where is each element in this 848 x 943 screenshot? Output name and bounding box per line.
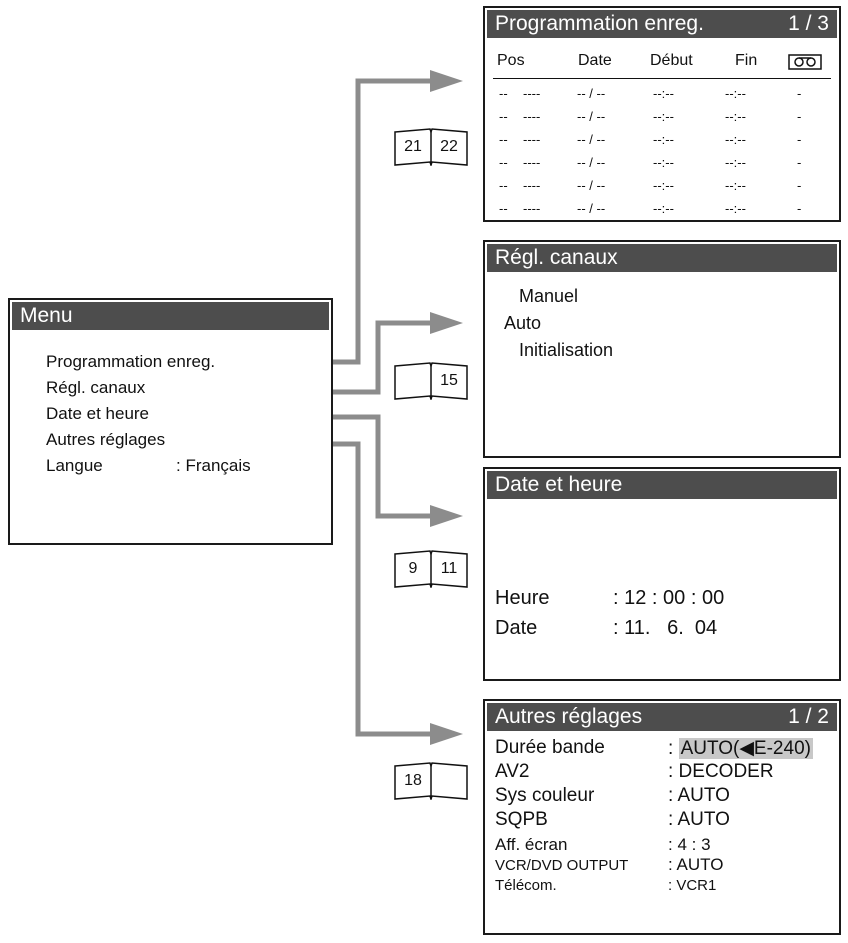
programme-cell: --:-- <box>653 132 674 147</box>
programme-cell: - <box>797 109 802 124</box>
autres-reglages-title <box>487 703 837 731</box>
menu-item-langue-value: : Français <box>176 456 251 475</box>
programmation-panel <box>483 6 841 222</box>
programme-cell: -- <box>499 178 508 193</box>
setting-value-sqpb[interactable]: : AUTO <box>668 809 730 830</box>
programmation-title-text: Programmation enreg. <box>495 12 704 35</box>
setting-value-prefix: : <box>668 738 679 759</box>
col-pos: Pos <box>497 52 525 69</box>
date-label: Date <box>495 617 538 639</box>
date-heure-title: Date et heure <box>487 471 837 499</box>
setting-label-av2: AV2 <box>495 761 530 782</box>
programme-cell: - <box>797 86 802 101</box>
programmation-page-indicator: 1 / 3 <box>788 12 829 35</box>
setting-value-av2[interactable]: : DECODER <box>668 761 774 782</box>
page-ref-right: 11 <box>440 560 458 577</box>
page-ref-book-autres <box>394 762 468 800</box>
programme-row[interactable] <box>485 86 839 106</box>
programme-cell: --:-- <box>653 155 674 170</box>
autres-reglages-title-text: Autres réglages <box>495 705 643 728</box>
programme-cell: ---- <box>523 109 541 124</box>
setting-value-sys-couleur[interactable]: : AUTO <box>668 785 730 806</box>
setting-label-sys-couleur: Sys couleur <box>495 785 595 806</box>
menu-item-langue-label[interactable]: Langue <box>46 456 103 475</box>
page-ref-book-programmation <box>394 128 468 166</box>
page-ref-right: 22 <box>440 138 458 155</box>
setting-value-telecom[interactable]: : VCR1 <box>668 877 717 894</box>
programme-cell: ---- <box>523 155 541 170</box>
programme-cell: -- <box>499 109 508 124</box>
programme-row[interactable] <box>485 155 839 175</box>
programme-cell: --:-- <box>725 86 746 101</box>
programme-cell: - <box>797 155 802 170</box>
setting-label-duree-bande: Durée bande <box>495 737 605 758</box>
programme-cell: -- / -- <box>577 178 606 193</box>
programme-cell: -- <box>499 86 508 101</box>
col-fin: Fin <box>735 52 758 69</box>
programme-cell: -- <box>499 155 508 170</box>
regl-canaux-panel <box>483 240 841 458</box>
setting-label-sqpb: SQPB <box>495 809 548 830</box>
programme-cell: --:-- <box>653 86 674 101</box>
setting-value-aff-ecran[interactable]: : 4 : 3 <box>668 835 711 854</box>
arrowhead-date <box>430 505 463 527</box>
heure-label: Heure <box>495 587 550 609</box>
page-ref-book-date <box>394 550 468 588</box>
page-ref-left: 18 <box>404 772 422 789</box>
programme-cell: --:-- <box>725 155 746 170</box>
programme-row[interactable] <box>485 201 839 221</box>
programme-cell: -- / -- <box>577 201 606 216</box>
date-value: : 11. 6. 04 <box>613 617 718 639</box>
page-ref-right: 15 <box>440 372 458 389</box>
programme-cell: - <box>797 178 802 193</box>
date-heure-panel <box>483 467 841 681</box>
page-ref-book-regl <box>394 362 468 400</box>
col-date: Date <box>578 52 612 69</box>
heure-value: : 12 : 00 : 00 <box>613 587 725 609</box>
programme-cell: --:-- <box>725 132 746 147</box>
programme-cell: --:-- <box>653 201 674 216</box>
page-ref-left: 9 <box>408 560 418 577</box>
regl-item-initialisation[interactable]: Initialisation <box>519 340 614 360</box>
setting-label-aff-ecran: Aff. écran <box>495 835 568 854</box>
menu-item-programmation[interactable]: Programmation enreg. <box>46 352 216 371</box>
regl-item-manuel[interactable]: Manuel <box>519 286 579 306</box>
regl-item-auto[interactable]: Auto <box>504 313 542 333</box>
page-ref-left: 21 <box>404 138 422 155</box>
arrowhead-programmation <box>430 70 463 92</box>
programme-cell: -- / -- <box>577 109 606 124</box>
programme-cell: --:-- <box>725 201 746 216</box>
menu-panel <box>8 298 333 545</box>
programmation-separator <box>493 78 831 79</box>
menu-item-regl-canaux[interactable]: Régl. canaux <box>46 378 146 397</box>
programme-cell: -- <box>499 132 508 147</box>
programme-cell: ---- <box>523 132 541 147</box>
menu-title: Menu <box>12 302 329 330</box>
programme-cell: --:-- <box>653 109 674 124</box>
programme-cell: ---- <box>523 178 541 193</box>
programme-cell: -- / -- <box>577 155 606 170</box>
autres-reglages-panel <box>483 699 841 935</box>
arrowhead-autres <box>430 723 463 745</box>
menu-item-autres-reglages[interactable]: Autres réglages <box>46 430 166 449</box>
programme-row[interactable] <box>485 109 839 129</box>
programme-cell: ---- <box>523 201 541 216</box>
arrowhead-regl <box>430 312 463 334</box>
setting-value-duree-bande[interactable] <box>668 737 813 760</box>
programme-row[interactable] <box>485 178 839 198</box>
setting-label-vcr-dvd-output: VCR/DVD OUTPUT <box>495 857 629 874</box>
programme-row[interactable] <box>485 132 839 152</box>
menu-item-date-heure[interactable]: Date et heure <box>46 404 150 423</box>
col-debut: Début <box>650 52 693 69</box>
programme-cell: --:-- <box>725 178 746 193</box>
programme-cell: --:-- <box>725 109 746 124</box>
regl-canaux-title: Régl. canaux <box>487 244 837 272</box>
autres-reglages-page-indicator: 1 / 2 <box>788 705 829 728</box>
cassette-icon <box>788 54 822 70</box>
programme-cell: - <box>797 201 802 216</box>
programme-cell: ---- <box>523 86 541 101</box>
programmation-title <box>487 10 837 38</box>
setting-label-telecom: Télécom. <box>495 877 557 894</box>
duree-bande-highlight[interactable]: AUTO(◀E-240) <box>680 738 811 759</box>
programme-cell: -- / -- <box>577 132 606 147</box>
programme-cell: - <box>797 132 802 147</box>
programme-cell: --:-- <box>653 178 674 193</box>
programme-cell: -- / -- <box>577 86 606 101</box>
programme-cell: -- <box>499 201 508 216</box>
setting-value-vcr-dvd-output[interactable]: : AUTO <box>668 855 724 874</box>
